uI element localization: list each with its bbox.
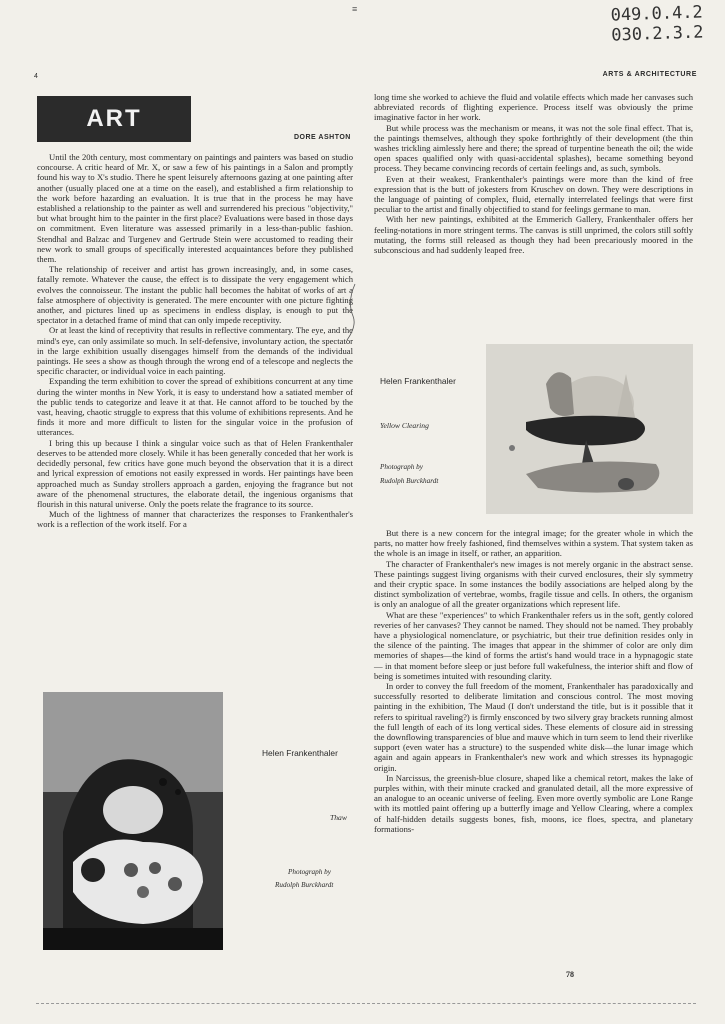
paragraph: With her new paintings, exhibited at the Emmerich Gallery, Frankenthaler offers her feeling-notations in more stringent terms. The canvas is still unprimed, the colors still softly mutating, the forms still released as though they had been precariously moored in the subconscious and had suddenly leaped free. xyxy=(374,214,693,256)
handwritten-line-1: 049.0.4.2 xyxy=(610,2,703,26)
figure2-artist: Helen Frankenthaler xyxy=(380,376,456,386)
figure1-photo-credit-1: Photograph by xyxy=(288,868,331,876)
paragraph: The relationship of receiver and artist has grown increasingly, and, in some cases, fatally remote. Whatever the cause, the effect is to dissipate the very engagement which evolves the connoisseur. The instant the public hall becomes the habitat of works of art a false atmosphere of objectivity is generated. The mere encounter with one picture fighting another, and pictures lined up as specimens in endless display, is enough to put the spectator in a detached frame of mind that can only impede receptivity. xyxy=(37,264,353,326)
handwritten-catalog-numbers xyxy=(610,2,703,45)
pencil-annotation-mark xyxy=(345,282,357,342)
paragraph: Until the 20th century, most commentary on paintings and painters was based on studio concourse. A critic heard of Mr. X, or saw a few of his paintings in a Salon and promptly found his way to X's studio. There he spent leisurely afternoons gazing at one painting after another (usually placed one at a time on the easel), and established a firm relationship to the work before hazarding an evaluation. It is true that in the process he may have established a relationship to the painter as well and surrendered his precious "objectivity," but what brought him to the painter in the first place? Evaluations were based in those days on commitment. Even literature was assessed primarily in a less-than-public fashion. Stendhal and Balzac and Turgenev and Gertrude Stein were accustomed to reading their new work to small groups of specifically interested acquaintances before they published them. xyxy=(37,152,353,265)
article-column-1 xyxy=(37,152,353,530)
page-mark: 78 xyxy=(566,970,574,979)
paragraph: In order to convey the full freedom of the moment, Frankenthaler has paradoxically and successfully resorted to deliberate limitation and conscious control. The most moving painting in the exhibition, The Maud (I don't understand the title, but is it possible that it refers to spiritual raveling?) is firmly ensconced by two silvery gray brackets running almost the full length of each of its long vertical sides. These elements of closure aid in stressing the downflowing transparencies of blue and mauve which in turn seem to lend their riverlike support (even water has a structure) to the suspended white disk—the lunar image which again and again appears in Frankenthaler's new work and which stresses its hypnagogic origin. xyxy=(374,681,693,773)
figure1-title: Thaw xyxy=(330,813,347,822)
paragraph: Expanding the term exhibition to cover the spread of exhibitions concurrent at any time during the winter months in New York, it is easy to understand how a satiated member of the public tends to categorize and leave it at that. He cannot afford to be touched by the vast, heaving, chaotic struggle to express that this volume of exhibitions represents. And he finds it more and more difficult to listen for the singular voice in the profusion of utterances. xyxy=(37,376,353,438)
section-title-banner xyxy=(37,96,191,142)
running-head: ARTS & ARCHITECTURE xyxy=(602,71,697,78)
painting-image-yellow-clearing xyxy=(486,344,693,514)
section-title: ART xyxy=(86,105,142,132)
paragraph: Much of the lightness of manner that characterizes the responses to Frankenthaler's work is a reflection of the work itself. For a xyxy=(37,509,353,530)
byline: DORE ASHTON xyxy=(294,134,351,141)
figure2-title: Yellow Clearing xyxy=(380,421,429,430)
paragraph: The character of Frankenthaler's new images is not merely organic in the abstract sense. These paintings suggest living organisms with their curved enclosures, their sly symmetry and their cryptic space. In some instances the bodily associations are helped along by the distinct symbolization of vertebrae, wombs, fragile tissue and cells. In others, the organism is only an analogue of all the greater organizations which represent life. xyxy=(374,558,693,610)
paragraph: In Narcissus, the greenish-blue closure, shaped like a chemical retort, makes the lake of purples within, with their minute cracked and granulated detail, all the more expressive of an analogue to an oceanic universe of feeling. Even more overtly symbolic are Lone Range with its mottled paint offering up a butterfly image and Yellow Clearing, where a complex of half-hidden details suggests bones, fish, moons, ice floes, spectra, and planetary formations- xyxy=(374,772,693,834)
paragraph: What are these "experiences" to which Frankenthaler refers us in the soft, gently colored reveries of her canvases? They cannot be named. They should not be named. They probably have a physiological nomenclature, or psychiatric, but their true definition resides only in the silence of the painting. The images that appear in the shimmer of color are only dim memories of shapes—the kind of forms the artist's hand would trace in a hypnagogic state — in that moment before sleep or just before full wakefulness, the interior shift and flow of being is sometimes intuited with resounding clarity. xyxy=(374,609,693,681)
top-mark: ≡ xyxy=(352,4,358,14)
figure2-photo-credit-1: Photograph by xyxy=(380,463,423,471)
paragraph: long time she worked to achieve the fluid and volatile effects which made her canvases such abbreviated records of flighting experience. Process itself was obviously the prime imaginative factor in her work. xyxy=(374,92,693,123)
bottom-divider xyxy=(36,1003,696,1004)
painting-image-thaw xyxy=(43,692,223,950)
page-number: 4 xyxy=(34,73,38,80)
figure2-photo-credit-2: Rudolph Burckhardt xyxy=(380,477,439,485)
paragraph: Or at least the kind of receptivity that results in reflective commentary. The eye, and the mind's eye, can only assimilate so much. In self-defensive, involuntary action, the spectator in the large exhibition usually disengages himself from the demands of the individual paintings. He sees a show as though through the wrong end of a telescope and neglects the specific character, or individual voice in each painting. xyxy=(37,325,353,377)
paragraph: But there is a new concern for the integral image; for the greater whole in which the parts, no matter how freely fashioned, find themselves within a system. That system taken as the whole is an image in itself, or rather, an apparition. xyxy=(374,528,693,559)
paragraph: Even at their weakest, Frankenthaler's paintings were more than the kind of free expression that is the butt of jokesters from Kruschev on down. They were descriptions in the language of painting of complex, fluid, eternally interrelated feelings that were first peculiar to the artist and finally objectified to stand for feelings germane to man. xyxy=(374,173,693,215)
paragraph: I bring this up because I think a singular voice such as that of Helen Frankenthaler deserves to be attended more closely. While it has been generally conceded that her work is decidedly personal, few critics have gone much beyond the observation that it is a direct and lyrical expression of emotions not easily expressed in words. Her paintings have been approached much as Sunday strollers approach a garden, enjoying the fragrance but not aware of the phenomenal structures, the elaborate detail, the ingenious organisms that flourish in this natural universe. Only the poets relate the fragrance to its source. xyxy=(37,437,353,509)
article-column-2-bottom xyxy=(374,528,693,834)
figure1-photo-credit-2: Rudolph Burckhardt xyxy=(275,881,334,889)
paragraph: But while process was the mechanism or means, it was not the sole final effect. That is, the paintings themselves, although they spoke forthrightly of their development (the thin washes trickling aimlessly here and there; the spread of turpentine beneath the oil; the wide open spaces qualified only with quasi-accidental splashes), became something beyond process. They became convincing records of certain feelings and, as such, symbols. xyxy=(374,122,693,174)
article-column-2-top xyxy=(374,92,693,255)
handwritten-line-2: 030.2.3.2 xyxy=(610,22,704,46)
figure1-artist: Helen Frankenthaler xyxy=(262,748,338,758)
